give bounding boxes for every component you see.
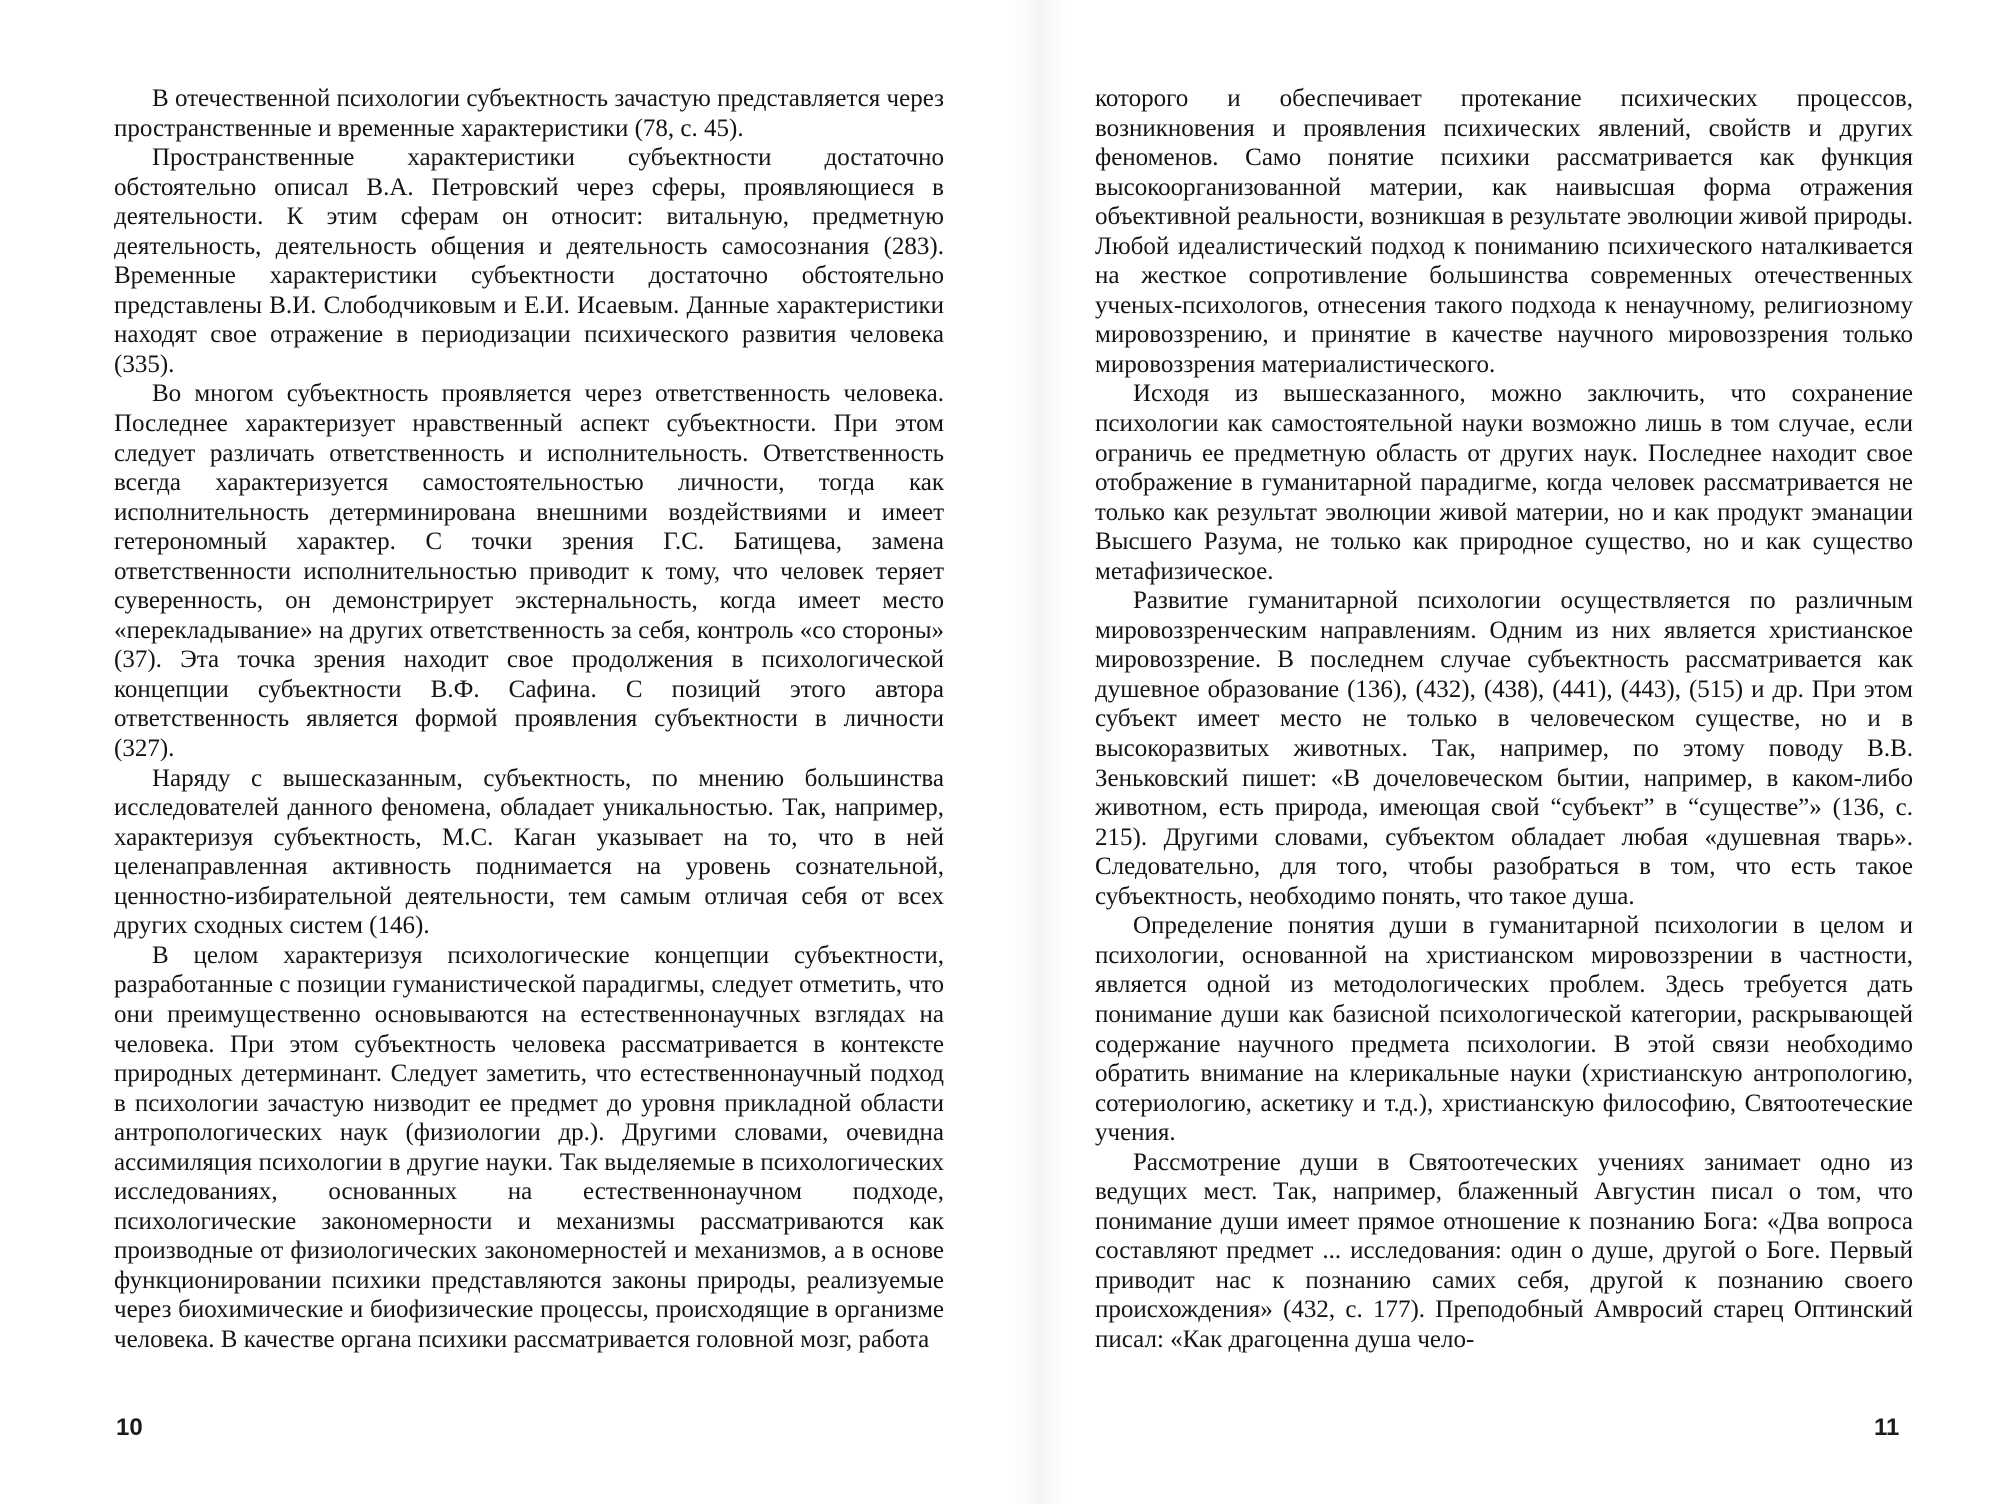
book-gutter	[1010, 0, 1070, 1504]
paragraph: Исходя из вышесказанного, можно заключить, что сохранение психологии как самостоятельной науки возможно лишь в том случае, если ограничь ее предметную область от других наук. Последнее находит свое отображение в гуманитарной парадигме, когда человек рассматривается не только как результат эволюции живой материи, но и как продукт эманации Высшего Разума, не только как природное существо, но и как существо метафизическое.	[1095, 380, 1913, 585]
paragraph: Рассмотрение души в Святоотеческих учениях занимает одно из ведущих мест. Так, например, блаженный Августин писал о том, что понимание души имеет прямое отношение к познанию Бога: «Два вопроса составляют предмет ... исследования: один о душе, другой о Боге. Первый приводит нас к познанию самих себя, другой к познанию своего происхождения» (432, с. 177). Преподобный Амвросий старец Оптинский писал: «Как драгоценна душа чело-	[1095, 1148, 1913, 1353]
paragraph: В отечественной психологии субъектность зачастую представляется через пространственные и временные характеристики (78, с. 45).	[114, 85, 944, 142]
right-page-text	[1095, 84, 1913, 1414]
left-page-text	[114, 84, 944, 1414]
right-page	[1095, 84, 1913, 1434]
page-number-right: 11	[1874, 1414, 1900, 1441]
paragraph: Пространственные характеристики субъектности достаточно обстоятельно описал В.А. Петровский через сферы, проявляющиеся в деятельности. К этим сферам он относит: витальную, предметную деятельность, деятельность общения и деятельность самосознания (283). Временные характеристики субъектности достаточно обстоятельно представлены В.И. Слободчиковым и Е.И. Исаевым. Данные характеристики находят свое отражение в периодизации психического развития человека (335).	[114, 144, 944, 378]
paragraph: Развитие гуманитарной психологии осуществляется по различным мировоззренческим направлениям. Одним из них является христианское мировоззрение. В последнем случае субъектность рассматривается как душевное образование (136), (432), (438), (441), (443), (515) и др. При этом субъект имеет место не только в человеческом существе, но и в высокоразвитых животных. Так, например, по этому поводу В.В. Зеньковский пишет: «В дочеловеческом бытии, например, в каком-либо животном, есть природа, имеющая свой “субъект” в “существе”» (136, с. 215). Другими словами, субъектом обладает любая «душевная тварь». Следовательно, для того, чтобы разобраться в том, что есть такое субъектность, необходимо понять, что такое душа.	[1095, 587, 1913, 910]
paragraph: Определение понятия души в гуманитарной психологии в целом и психологии, основанной на христианском мировоззрении в частности, является одной из методологических проблем. Здесь требуется дать понимание души как базисной психологической категории, раскрывающей содержание научного предмета психологии. В этой связи необходимо обратить внимание на клерикальные науки (христианскую антропологию, сотериологию, аскетику и т.д.), христианскую философию, Святоотеческие учения.	[1095, 912, 1913, 1147]
page-number-left: 10	[116, 1414, 143, 1441]
paragraph: Во многом субъектность проявляется через ответственность человека. Последнее характеризует нравственный аспект субъектности. При этом следует различать ответственность и исполнительность. Ответственность всегда характеризуется самостоятельностью личности, тогда как исполнительность детерминирована внешними воздействиями и имеет гетерономный характер. С точки зрения Г.С. Батищева, замена ответственности исполнительностью приводит к тому, что человек теряет суверенность, он демонстрирует экстернальность, когда имеет место «перекладывание» на других ответственность за себя, контроль «со стороны» (37). Эта точка зрения находит свое продолжения в психологической концепции субъектности В.Ф. Сафина. С позиций этого автора ответственность является формой проявления субъектности в личности (327).	[114, 380, 944, 763]
paragraph: которого и обеспечивает протекание психических процессов, возникновения и проявления психических явлений, свойств и других феноменов. Само понятие психики рассматривается как функция высокоорганизованной материи, как наивысшая форма отражения объективной реальности, возникшая в результате эволюции живой природы. Любой идеалистический подход к пониманию психического наталкивается на жесткое сопротивление большинства современных отечественных ученых-психологов, отнесения такого подхода к ненаучному, религиозному мировоззрению, и принятие в качестве научного мировоззрения только мировоззрения материалистического.	[1095, 85, 1913, 378]
paragraph: В целом характеризуя психологические концепции субъектности, разработанные с позиции гуманистической парадигмы, следует отметить, что они преимущественно основываются на естественнонаучных взглядах на человека. При этом субъектность человека рассматривается в контексте природных детерминант. Следует заметить, что естественнонаучный подход в психологии зачастую низводит ее предмет до уровня прикладной области антропологических наук (физиологии др.). Другими словами, очевидна ассимиляция психологии в другие науки. Так выделяемые в психологических исследованиях, основанных на естественнонаучном подходе, психологические закономерности и механизмы рассматриваются как производные от физиологических закономерностей и механизмов, а в основе функционировании психики представляются законы природы, реализуемые через биохимические и биофизические процессы, происходящие в организме человека. В качестве органа психики рассматривается головной мозг, работа	[114, 941, 944, 1353]
paragraph: Наряду с вышесказанным, субъектность, по мнению большинства исследователей данного феномена, обладает уникальностью. Так, например, характеризуя субъектность, М.С. Каган указывает на то, что в ней целенаправленная активность поднимается на уровень сознательной, ценностно-избирательной деятельности, тем самым отличая себя от всех других сходных систем (146).	[114, 764, 944, 940]
left-page	[114, 84, 944, 1434]
